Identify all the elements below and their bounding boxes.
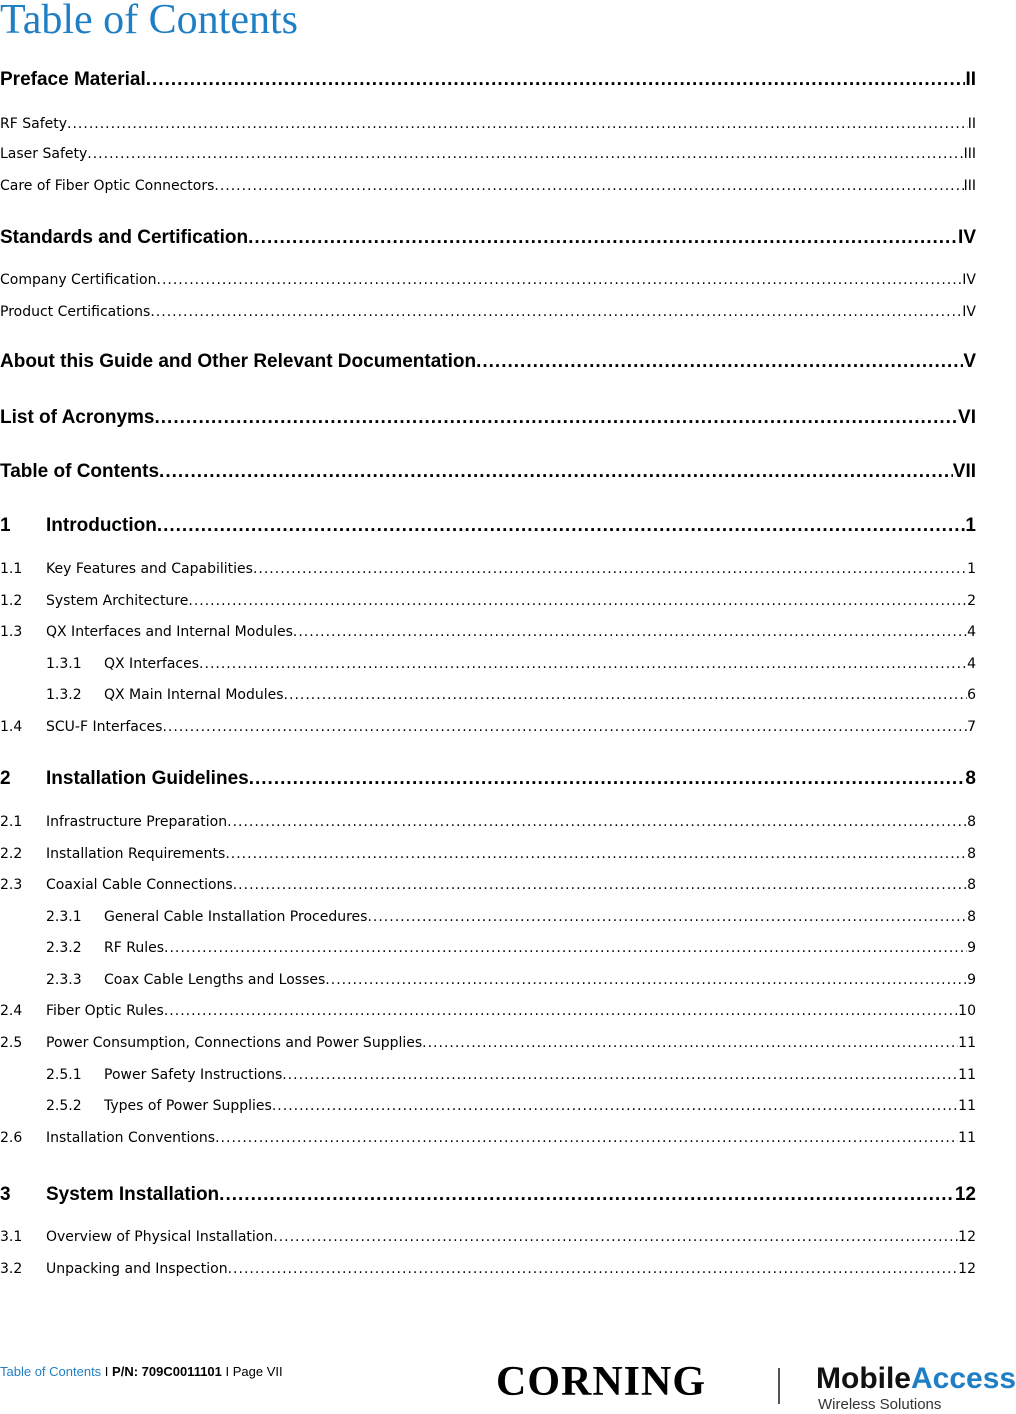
toc-entry-number: 1.4 bbox=[0, 719, 23, 735]
toc-entry[interactable] bbox=[0, 1183, 976, 1207]
toc-entry-label: List of Acronyms bbox=[0, 407, 155, 428]
toc-entry-page: 11 bbox=[958, 1035, 976, 1051]
toc-dot-leader bbox=[325, 970, 967, 990]
page-footer bbox=[0, 1364, 283, 1380]
toc-dot-leader bbox=[233, 875, 967, 895]
toc-dot-leader bbox=[253, 559, 967, 579]
toc-entry-label: Care of Fiber Optic Connectors bbox=[0, 178, 215, 194]
toc-dot-leader bbox=[162, 717, 967, 737]
toc-entry[interactable] bbox=[0, 654, 976, 674]
toc-entry-page: 10 bbox=[958, 1003, 976, 1019]
toc-entry[interactable] bbox=[0, 812, 976, 832]
toc-entry-page: II bbox=[965, 69, 976, 90]
toc-entry-label: RF Rules bbox=[104, 940, 164, 956]
toc-dot-leader bbox=[367, 907, 967, 927]
toc-entry-page: IV bbox=[962, 304, 976, 320]
toc-entry-number: 1.1 bbox=[0, 561, 23, 577]
toc-entry-page: 9 bbox=[967, 940, 976, 956]
toc-entry-label: Introduction bbox=[46, 515, 157, 536]
toc-dot-leader bbox=[150, 302, 962, 322]
toc-dot-leader bbox=[282, 1065, 958, 1085]
toc-entry-page: 2 bbox=[967, 593, 976, 609]
toc-entry-label: Coax Cable Lengths and Losses bbox=[104, 972, 326, 988]
toc-entry-page: 12 bbox=[954, 1184, 976, 1205]
toc-entry[interactable] bbox=[0, 907, 976, 927]
toc-entry-label: Coaxial Cable Connections bbox=[46, 877, 233, 893]
toc-entry[interactable] bbox=[0, 875, 976, 895]
toc-dot-leader bbox=[67, 114, 968, 134]
toc-entry-label: QX Interfaces bbox=[104, 656, 200, 672]
toc-entry-number: 2.2 bbox=[0, 846, 23, 862]
toc-entry[interactable] bbox=[0, 1259, 976, 1279]
toc-entry-page: 11 bbox=[958, 1098, 976, 1114]
toc-entry[interactable] bbox=[0, 302, 976, 322]
toc-entry[interactable] bbox=[0, 767, 976, 791]
toc-entry-number: 2.5 bbox=[0, 1035, 23, 1051]
toc-entry-page: IV bbox=[958, 227, 976, 248]
toc-entry-number: 2.3 bbox=[0, 877, 23, 893]
toc-entry-page: II bbox=[967, 116, 976, 132]
toc-dot-leader bbox=[227, 812, 967, 832]
toc-entry-page: 1 bbox=[965, 515, 976, 536]
toc-entry[interactable] bbox=[0, 1128, 976, 1148]
toc-entry-number: 1.3.2 bbox=[46, 687, 82, 703]
toc-entry-page: 12 bbox=[958, 1229, 976, 1245]
footer-page-number: Page VII bbox=[232, 1364, 283, 1379]
toc-dot-leader bbox=[272, 1096, 958, 1116]
toc-entry[interactable] bbox=[0, 559, 976, 579]
toc-entry[interactable] bbox=[0, 68, 976, 92]
toc-entry[interactable] bbox=[0, 622, 976, 642]
toc-entry-page: 9 bbox=[967, 972, 976, 988]
toc-entry-page: 8 bbox=[967, 814, 976, 830]
toc-entry-number: 1.2 bbox=[0, 593, 23, 609]
toc-entry-page: VI bbox=[958, 407, 976, 428]
toc-dot-leader bbox=[188, 591, 967, 611]
toc-dot-leader bbox=[215, 1128, 958, 1148]
toc-entry[interactable] bbox=[0, 460, 976, 484]
toc-entry-number: 2.3.1 bbox=[46, 909, 82, 925]
toc-dot-leader bbox=[219, 1183, 955, 1207]
toc-entry[interactable] bbox=[0, 844, 976, 864]
toc-entry[interactable] bbox=[0, 1227, 976, 1247]
toc-entry[interactable] bbox=[0, 1096, 976, 1116]
toc-entry-number: 2.5.2 bbox=[46, 1098, 82, 1114]
toc-entry[interactable] bbox=[0, 591, 976, 611]
toc-dot-leader bbox=[249, 767, 966, 791]
toc-entry-label: Product Certifications bbox=[0, 304, 151, 320]
toc-entry-number: 2.5.1 bbox=[46, 1067, 82, 1083]
toc-entry[interactable] bbox=[0, 685, 976, 705]
toc-entry-label: Fiber Optic Rules bbox=[46, 1003, 164, 1019]
mobileaccess-logo bbox=[816, 1362, 1016, 1396]
toc-entry[interactable] bbox=[0, 938, 976, 958]
toc-entry-page: 1 bbox=[967, 561, 976, 577]
toc-entry-page: III bbox=[963, 178, 976, 194]
toc-entry[interactable] bbox=[0, 114, 976, 134]
toc-entry-label: Laser Safety bbox=[0, 146, 88, 162]
toc-entry-page: VII bbox=[952, 461, 976, 482]
toc-dot-leader bbox=[157, 270, 963, 290]
toc-entry-label: General Cable Installation Procedures bbox=[104, 909, 368, 925]
toc-entry-label: Power Consumption, Connections and Power Supplies bbox=[46, 1035, 423, 1051]
toc-entry-label: RF Safety bbox=[0, 116, 68, 132]
toc-entry-number: 1.3.1 bbox=[46, 656, 82, 672]
toc-entry-label: About this Guide and Other Relevant Documentation bbox=[0, 351, 477, 372]
toc-dot-leader bbox=[476, 350, 963, 374]
toc-entry[interactable] bbox=[0, 1065, 976, 1085]
toc-entry-page: 6 bbox=[967, 687, 976, 703]
toc-entry-label: Installation Guidelines bbox=[46, 768, 249, 789]
toc-dot-leader bbox=[146, 68, 966, 92]
toc-entry-page: 8 bbox=[965, 768, 976, 789]
toc-dot-leader bbox=[422, 1033, 958, 1053]
toc-entry-number: 2.4 bbox=[0, 1003, 23, 1019]
toc-dot-leader bbox=[164, 938, 967, 958]
toc-entry[interactable] bbox=[0, 270, 976, 290]
toc-entry-page: III bbox=[963, 146, 976, 162]
toc-entry-label: System Architecture bbox=[46, 593, 189, 609]
toc-entry-number: 2.1 bbox=[0, 814, 23, 830]
toc-entry-label: Power Safety Instructions bbox=[104, 1067, 283, 1083]
toc-dot-leader bbox=[87, 144, 963, 164]
toc-entry-page: 11 bbox=[958, 1130, 976, 1146]
toc-entry-label: System Installation bbox=[46, 1184, 220, 1205]
toc-entry[interactable] bbox=[0, 144, 976, 164]
footer-section: Table of Contents bbox=[0, 1364, 102, 1379]
toc-entry-label: Standards and Certification bbox=[0, 227, 249, 248]
toc-entry-label: Infrastructure Preparation bbox=[46, 814, 228, 830]
toc-dot-leader bbox=[214, 176, 963, 196]
toc-dot-leader bbox=[155, 406, 959, 430]
toc-entry-page: 7 bbox=[967, 719, 976, 735]
toc-entry-number: 1.3 bbox=[0, 624, 23, 640]
toc-entry-label: Table of Contents bbox=[0, 461, 160, 482]
toc-dot-leader bbox=[228, 1259, 959, 1279]
toc-entry-label: Installation Conventions bbox=[46, 1130, 216, 1146]
toc-entry-number: 2 bbox=[0, 768, 11, 789]
page-title: Table of Contents bbox=[0, 0, 298, 43]
logo-mobile-text: Mobile bbox=[816, 1362, 911, 1395]
toc-entry-number: 2.6 bbox=[0, 1130, 23, 1146]
toc-dot-leader bbox=[284, 685, 968, 705]
footer-separator: I bbox=[221, 1364, 233, 1379]
toc-dot-leader bbox=[248, 226, 958, 250]
logo-access-text: Access bbox=[911, 1362, 1016, 1395]
toc-entry-page: IV bbox=[962, 272, 976, 288]
toc-entry-number: 3.1 bbox=[0, 1229, 23, 1245]
toc-entry-page: 4 bbox=[967, 656, 976, 672]
toc-dot-leader bbox=[225, 844, 967, 864]
toc-entry-label: Preface Material bbox=[0, 69, 146, 90]
toc-entry[interactable] bbox=[0, 1033, 976, 1053]
toc-dot-leader bbox=[273, 1227, 958, 1247]
toc-entry-page: 8 bbox=[967, 909, 976, 925]
toc-entry-page: 11 bbox=[958, 1067, 976, 1083]
toc-entry-number: 1 bbox=[0, 515, 11, 536]
toc-entry[interactable] bbox=[0, 1001, 976, 1021]
toc-entry[interactable] bbox=[0, 970, 976, 990]
footer-part-number: P/N: 709C0011101 bbox=[112, 1364, 222, 1379]
toc-entry-number: 2.3.2 bbox=[46, 940, 82, 956]
toc-entry-label: Overview of Physical Installation bbox=[46, 1229, 274, 1245]
toc-entry-label: SCU-F Interfaces bbox=[46, 719, 163, 735]
toc-entry[interactable] bbox=[0, 406, 976, 430]
toc-entry[interactable] bbox=[0, 514, 976, 538]
toc-entry[interactable] bbox=[0, 226, 976, 250]
toc-entry[interactable] bbox=[0, 176, 976, 196]
toc-entry-number: 3.2 bbox=[0, 1261, 23, 1277]
toc-entry-label: QX Interfaces and Internal Modules bbox=[46, 624, 293, 640]
toc-entry-page: 12 bbox=[958, 1261, 976, 1277]
toc-entry-label: Types of Power Supplies bbox=[104, 1098, 272, 1114]
footer-separator: I bbox=[101, 1364, 113, 1379]
toc-entry-label: Installation Requirements bbox=[46, 846, 226, 862]
toc-entry[interactable] bbox=[0, 350, 976, 374]
toc-dot-leader bbox=[293, 622, 967, 642]
toc-entry-page: 8 bbox=[967, 877, 976, 893]
toc-entry-page: 4 bbox=[967, 624, 976, 640]
corning-logo: CORNING bbox=[496, 1359, 707, 1405]
toc-entry-label: QX Main Internal Modules bbox=[104, 687, 284, 703]
toc-entry-label: Unpacking and Inspection bbox=[46, 1261, 228, 1277]
toc-entry-page: V bbox=[963, 351, 976, 372]
toc-entry-label: Company Certification bbox=[0, 272, 157, 288]
logo-divider bbox=[778, 1368, 780, 1404]
toc-entry-page: 8 bbox=[967, 846, 976, 862]
toc-entry-number: 3 bbox=[0, 1184, 11, 1205]
toc-entry[interactable] bbox=[0, 717, 976, 737]
toc-entry-number: 2.3.3 bbox=[46, 972, 82, 988]
logo-tagline: Wireless Solutions bbox=[818, 1396, 942, 1413]
toc-dot-leader bbox=[159, 460, 953, 484]
toc-dot-leader bbox=[164, 1001, 958, 1021]
toc-dot-leader bbox=[199, 654, 967, 674]
toc-entry-label: Key Features and Capabilities bbox=[46, 561, 253, 577]
toc-dot-leader bbox=[157, 514, 966, 538]
